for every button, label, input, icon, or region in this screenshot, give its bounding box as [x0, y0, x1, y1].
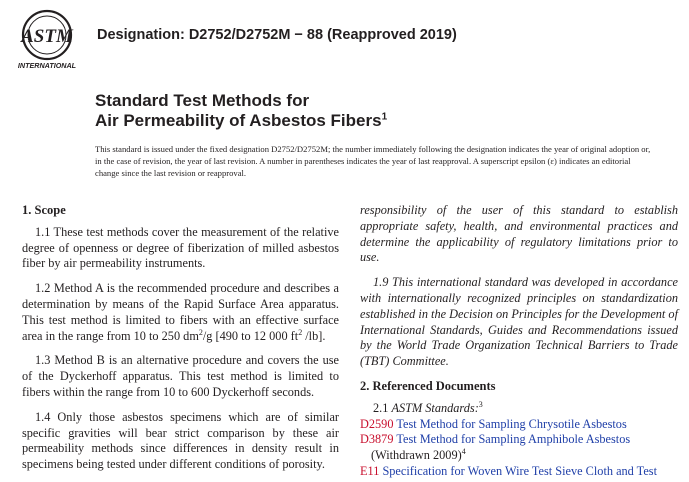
standard-notice: This standard is issued under the fixed designation D2752/D2752M; the number immediately following the designation indicates the year of original adoption or, in the case of revision, the year of last revision. A number in parentheses indicates the year of last reapproval. A superscript epsilon (ε) indicates an editorial change since the last revision or reapproval. [95, 144, 651, 178]
document-title [95, 91, 387, 131]
sub-21-label: ASTM Standards: [391, 400, 479, 415]
title-line-2-text: Air Permeability of Asbestos Fibers [95, 111, 382, 130]
paragraph-1-2 [22, 281, 339, 344]
scope-heading: 1. Scope [22, 203, 66, 217]
logo-caption: INTERNATIONAL [17, 61, 77, 70]
astm-standards-subheading [360, 401, 678, 417]
designation: Designation: D2752/D2752M − 88 (Reapproved 2019) [97, 27, 457, 43]
p12-sup-2: 2 [298, 327, 303, 337]
p12-b: /g [490 to 12 000 ft [202, 328, 299, 343]
reference-item-d3879-withdrawn [360, 448, 678, 464]
ref-code[interactable]: D3879 [360, 432, 394, 447]
reference-item-d3879[interactable] [360, 432, 678, 448]
title-footnote-mark[interactable]: 1 [381, 111, 388, 123]
ref-withdrawn-sup: 4 [461, 447, 466, 457]
paragraph-1-1: 1.1 These test methods cover the measurement of the relative degree of openness or degree of fiberization of milled asbestos fiber by air permeability instruments. [22, 224, 339, 271]
ref-title[interactable]: Test Method for Sampling Amphibole Asbestos [396, 432, 631, 447]
sub-21-sup: 3 [478, 399, 483, 409]
ref-title[interactable]: Specification for Woven Wire Test Sieve Cloth and Test [382, 463, 657, 478]
ref-code[interactable]: D2590 [360, 416, 394, 431]
left-column [22, 203, 339, 482]
paragraph-1-4: 1.4 Only those asbestos specimens which are of similar specific gravities will bear strict comparison by these air permeability methods since differences in density result in specimens being tested under different conditions of porosity. [22, 409, 339, 472]
title-line-2 [95, 111, 387, 131]
referenced-documents-heading: 2. Referenced Documents [360, 378, 496, 393]
ref-title[interactable]: Test Method for Sampling Chrysotile Asbestos [396, 416, 627, 431]
astm-logo [13, 8, 81, 70]
p12-a: 1.2 Method A is the recommended procedure and describes a determination by means of the Rapid Surface Area apparatus. This test method is limited to fibers with an effective surface area in the range from 10 to 250 dm [22, 281, 339, 343]
title-line-1: Standard Test Methods for [95, 91, 310, 110]
reference-item-e11[interactable] [360, 464, 678, 480]
logo-text: ASTM [21, 26, 73, 47]
sub-21-num: 2.1 [373, 400, 392, 415]
reference-item-d2590[interactable] [360, 417, 678, 433]
paragraph-1-3: 1.3 Method B is an alternative procedure and covers the use of the Dyckerhoff apparatus. This test method is limited to fibers within the range from 10 to 600 Dyckerhoff seconds. [22, 353, 339, 399]
ref-code[interactable]: E11 [360, 463, 380, 478]
p12-sup-1: 2 [198, 327, 203, 337]
p12-c: /lb]. [302, 328, 326, 343]
ref-withdrawn: (Withdrawn 2009) [371, 448, 462, 463]
paragraph-1-8-continued: responsibility of the user of this standard to establish appropriate safety, health, and environmental practices and determine the applicability of regulatory limitations prior to use. [360, 203, 678, 265]
paragraph-1-9: 1.9 This international standard was developed in accordance with internationally recognized principles on standardization established in the Decision on Principles for the Development of International Standards, Guides and Recommendations issued by the World Trade Organization Technical Barriers to Trade (TBT) Committee. [360, 275, 678, 369]
right-column [360, 203, 678, 480]
